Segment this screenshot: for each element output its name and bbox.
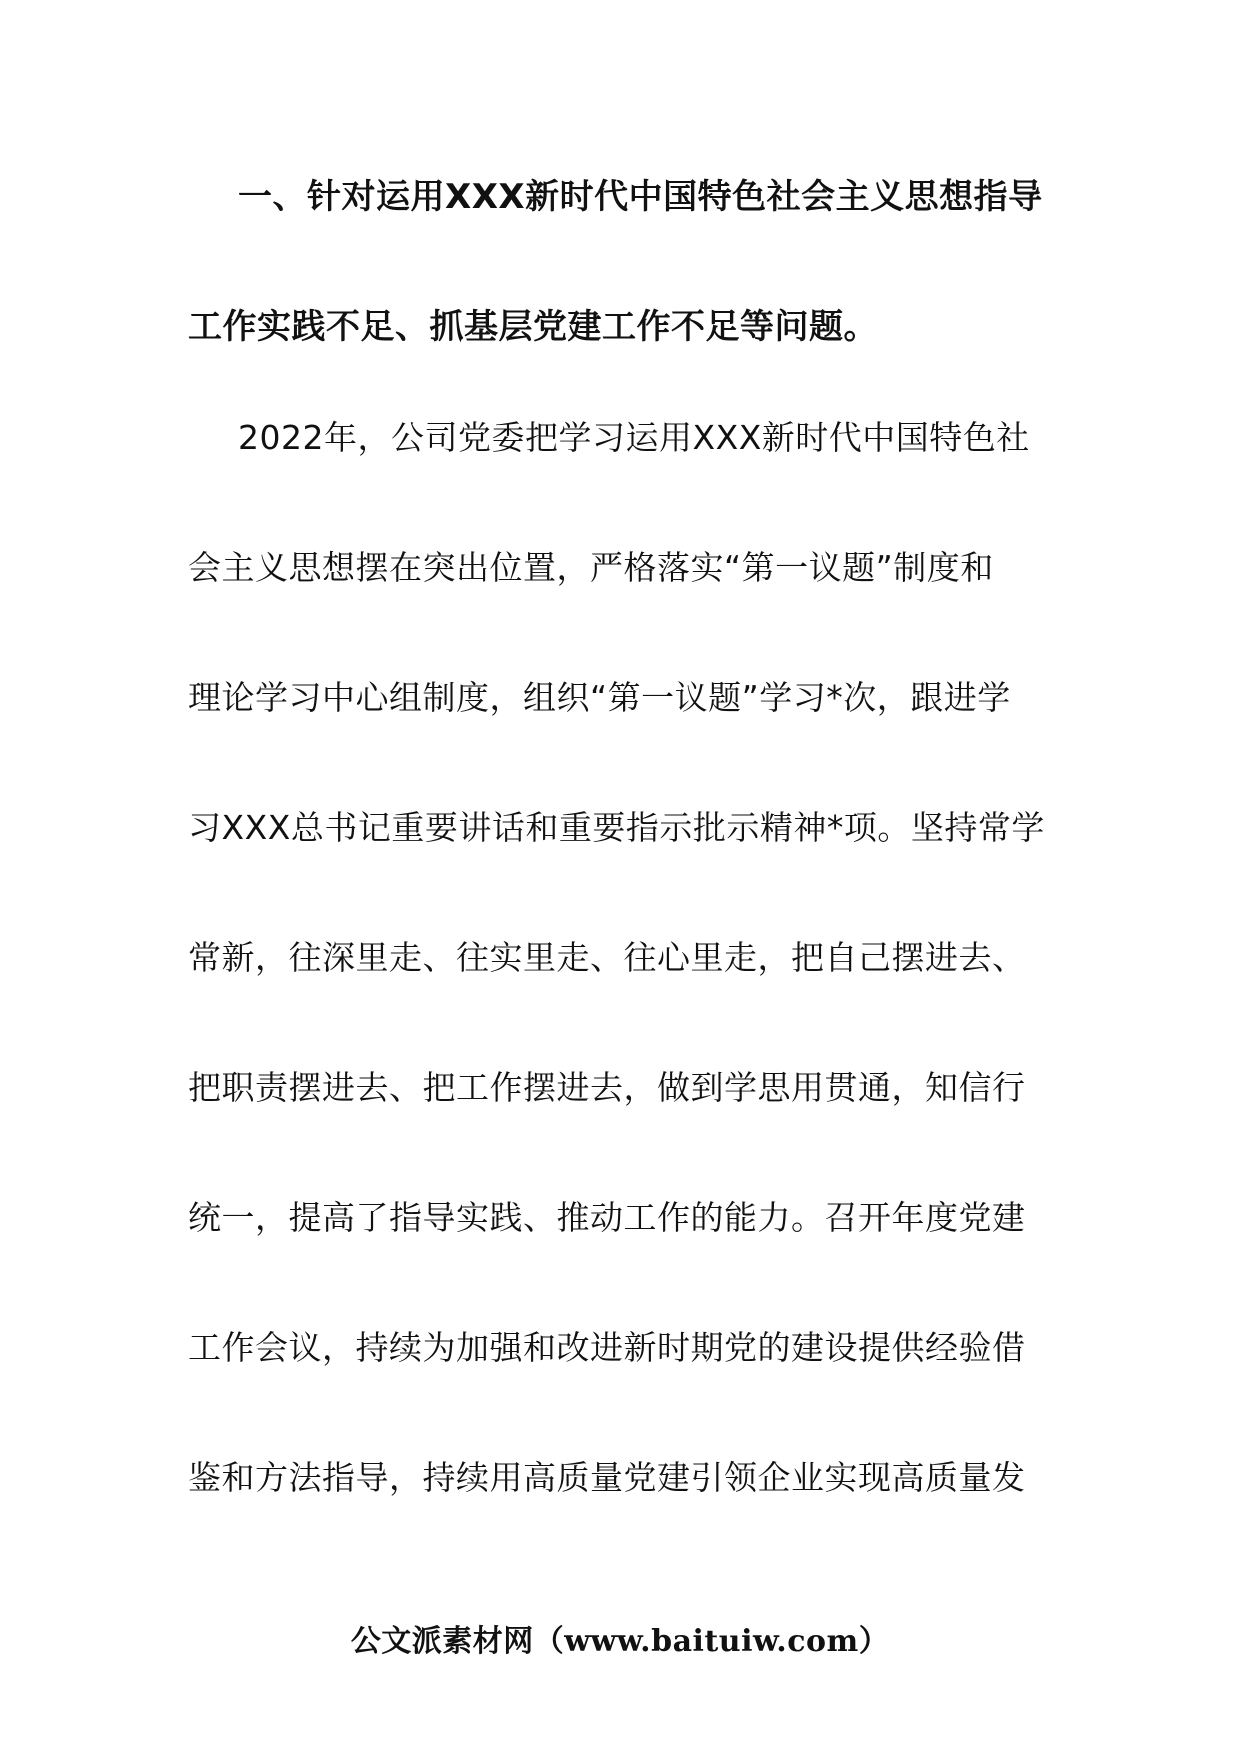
section-heading-line-1: 一、针对运用XXX新时代中国特色社会主义思想指导 bbox=[238, 177, 1043, 217]
paragraph-line-8: 工作会议，持续为加强和改进新时期党的建设提供经验借 bbox=[188, 1328, 1026, 1367]
paragraph-line-6: 把职责摆进去、把工作摆进去，做到学思用贯通，知信行 bbox=[188, 1068, 1026, 1107]
paragraph-line-2: 会主义思想摆在突出位置，严格落实“第一议题”制度和 bbox=[188, 548, 994, 587]
paragraph-line-9: 鉴和方法指导，持续用高质量党建引领企业实现高质量发 bbox=[188, 1458, 1026, 1497]
paragraph-line-4: 习XXX总书记重要讲话和重要指示批示精神*项。坚持常学 bbox=[188, 808, 1045, 847]
paragraph-line-3: 理论学习中心组制度，组织“第一议题”学习*次，跟进学 bbox=[188, 678, 1011, 717]
section-heading-line-2: 工作实践不足、抓基层党建工作不足等问题。 bbox=[188, 307, 878, 347]
paragraph-line-7: 统一，提高了指导实践、推动工作的能力。召开年度党建 bbox=[188, 1198, 1026, 1237]
footer-source-text: 公文派素材网（www.baituiw.com） bbox=[350, 1624, 890, 1659]
paragraph-line-1: 2022年，公司党委把学习运用XXX新时代中国特色社 bbox=[238, 418, 1030, 457]
paragraph-line-5: 常新，往深里走、往实里走、往心里走，把自己摆进去、 bbox=[188, 938, 1026, 977]
